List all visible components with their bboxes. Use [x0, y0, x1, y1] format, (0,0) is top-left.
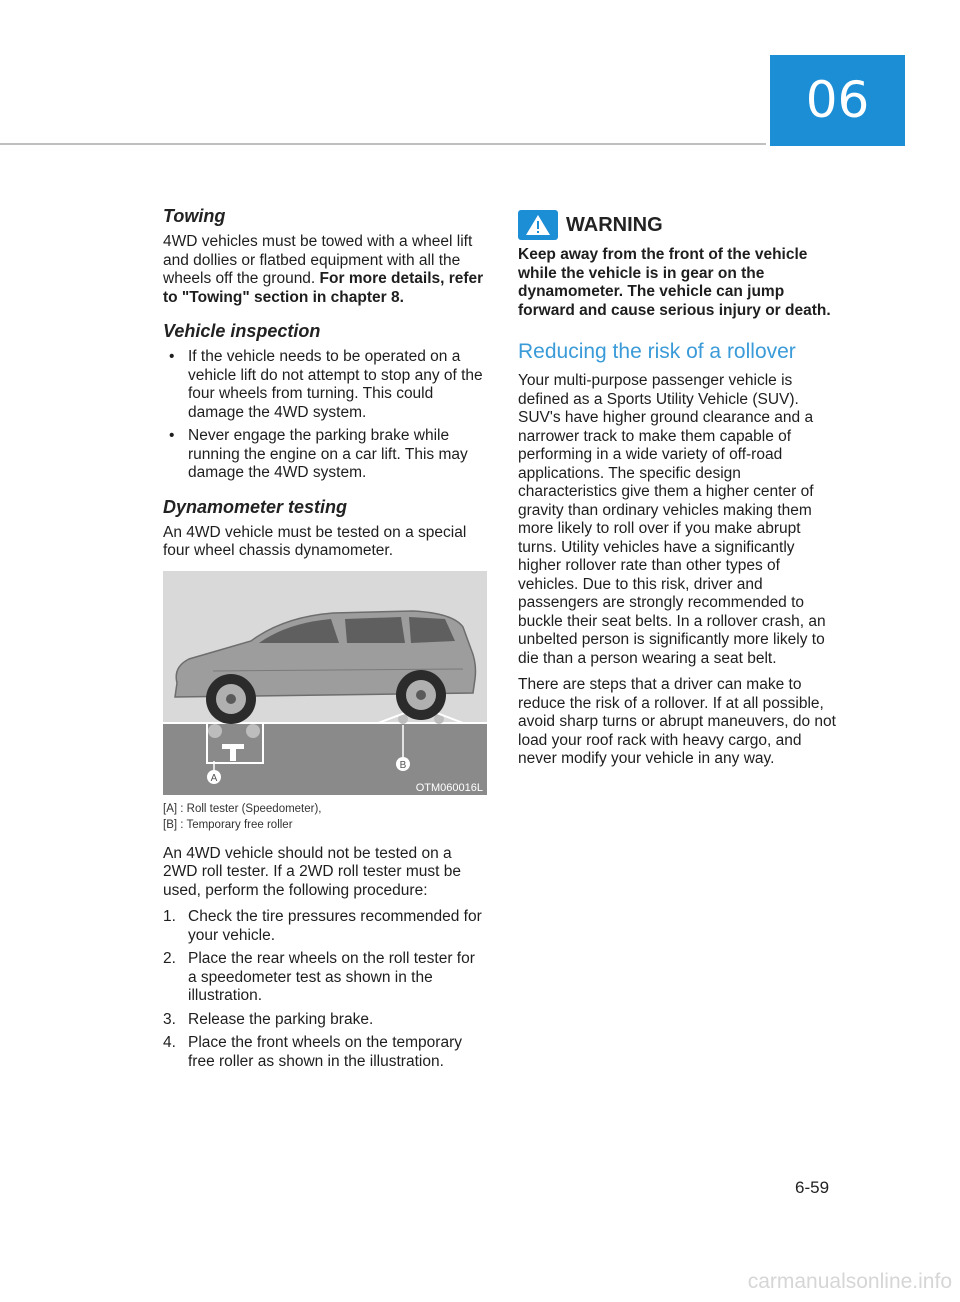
- towing-text: [163, 233, 487, 307]
- towing-title: Towing: [163, 206, 226, 226]
- procedure-list: [163, 908, 487, 1071]
- warning-title: WARNING: [566, 213, 663, 236]
- left-column: [163, 206, 487, 1079]
- inspection-list: [163, 348, 487, 483]
- right-column: [518, 206, 840, 777]
- step-text: Place the rear wheels on the roll tester for a speedometer test as shown in the illustration.: [188, 950, 475, 1004]
- towing-body: 4WD vehicles must be towed with a wheel lift and dollies or flatbed equipment with all the wheels off the ground.: [163, 233, 473, 287]
- figure-caption: [163, 801, 487, 833]
- step-text: Place the front wheels on the temporary free roller as shown in the illustration.: [188, 1034, 462, 1070]
- page-number: 6-59: [795, 1178, 830, 1197]
- caption-a: [A] : Roll tester (Speedometer),: [163, 802, 322, 815]
- dyno-para: An 4WD vehicle should not be tested on a 2WD roll tester. If a 2WD roll tester must be used, perform the following procedure:: [163, 844, 462, 899]
- dyno-title: Dynamometer testing: [163, 496, 348, 517]
- list-item: [163, 950, 487, 1006]
- warning-text: Keep away from the front of the vehicle while the vehicle is in gear on the dynamometer. The vehicle can jump forward and cause serious injury or death.: [518, 246, 831, 319]
- header-rule: [0, 143, 766, 145]
- warning-icon: [518, 210, 558, 240]
- list-item: [163, 908, 487, 945]
- towing-reference: For more details, refer to "Towing" section in chapter 8.: [163, 270, 484, 306]
- rollover-p1: Your multi-purpose passenger vehicle is defined as a Sports Utility Vehicle (SUV). SUV's have higher ground clearance and a narrower track to make them capable of performing in a wide variety of off-road applications. The specific design characteristics give them a higher center of gravity than ordinary vehicles making them more likely to roll over if you make abrupt turns. Utility vehicles have a significantly higher rollover rate than other types of vehicles. Due to this risk, driver and passengers are strongly recommended to buckle their seat belts. In a rollover crash, an unbelted person is significantly more likely to die than a person wearing a seat belt.: [518, 372, 826, 667]
- step-number: 2.: [163, 950, 176, 967]
- rollover-p2: There are steps that a driver can make to reduce the risk of a rollover. If at all possible, avoid sharp turns or abrupt maneuvers, do not load your roof rack with heavy cargo, and never modify your vehicle in any way.: [518, 676, 836, 767]
- chapter-tab: [770, 55, 905, 146]
- step-number: 4.: [163, 1034, 176, 1051]
- watermark: carmanualsonline.info: [747, 1270, 952, 1293]
- inspection-title: Vehicle inspection: [163, 321, 321, 341]
- warning-header: [518, 210, 840, 240]
- step-number: 1.: [163, 908, 176, 925]
- step-number: 3.: [163, 1010, 176, 1028]
- chapter-number: 06: [805, 71, 870, 129]
- dyno-intro: An 4WD vehicle must be tested on a special four wheel chassis dynamometer.: [163, 523, 467, 559]
- list-item: • Never engage the parking brake while running the engine on a car lift. This may damage the 4WD system.: [163, 427, 487, 483]
- figure-label-a: A: [210, 772, 218, 784]
- figure-label-b: B: [399, 759, 407, 771]
- step-text: Check the tire pressures recommended for your vehicle.: [188, 908, 482, 944]
- caption-b: [B] : Temporary free roller: [163, 818, 293, 831]
- figure-code: OTM060016L: [415, 781, 483, 794]
- list-item: • If the vehicle needs to be operated on a vehicle lift do not attempt to stop any of the four wheels from turning. This could damage the 4WD system.: [163, 348, 487, 422]
- list-item: [163, 1034, 487, 1071]
- step-text: Release the parking brake.: [188, 1010, 374, 1028]
- dynamometer-figure: [163, 571, 487, 795]
- rollover-title: Reducing the risk of a rollover: [518, 340, 796, 363]
- list-item: [163, 1011, 487, 1030]
